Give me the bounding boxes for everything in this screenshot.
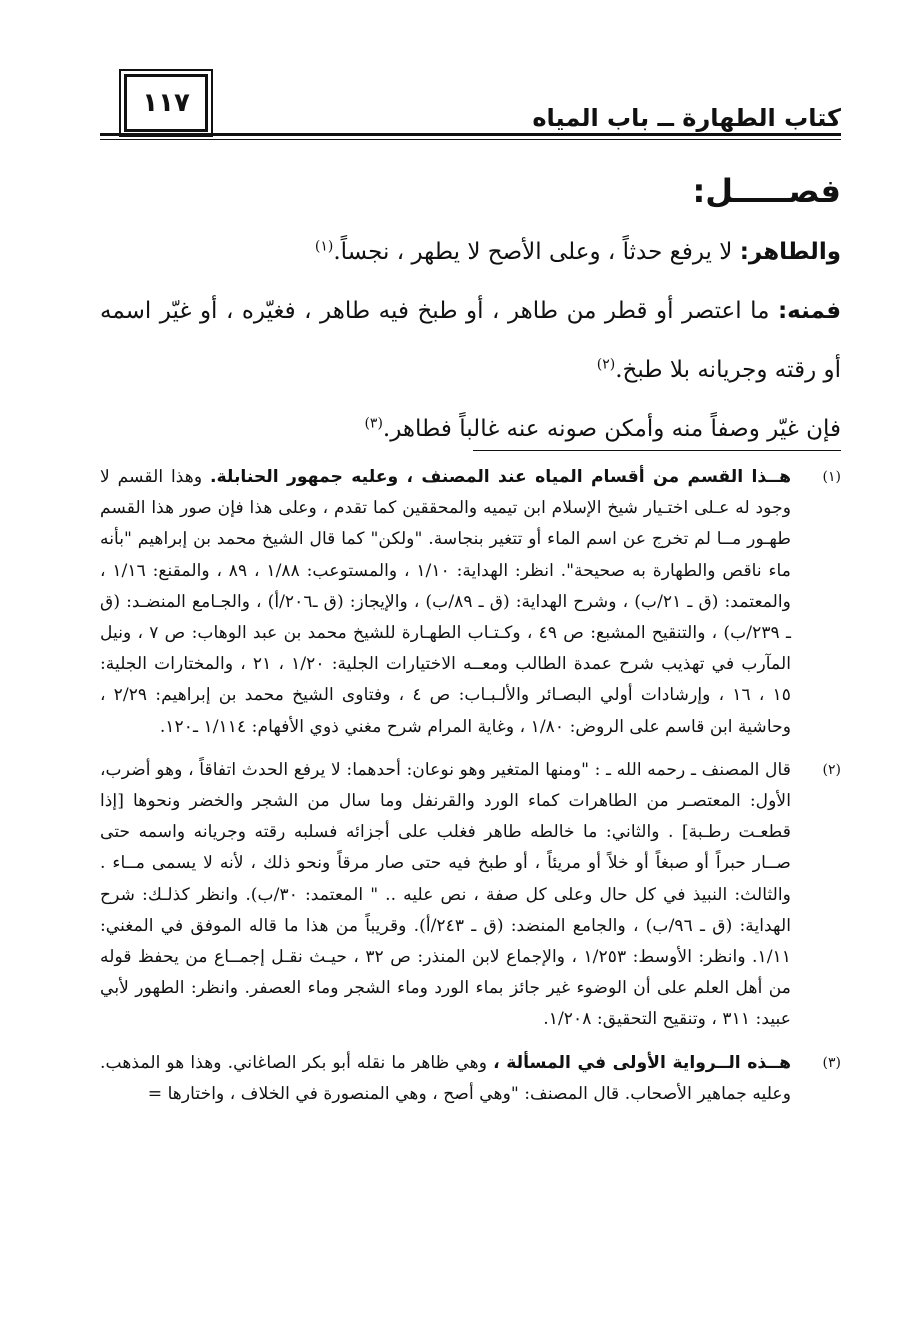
footnotes bbox=[100, 462, 841, 1122]
footnote bbox=[100, 755, 841, 1036]
paragraph-text: فإن غيّر وصفاً منه وأمكن صونه عنه غالباً فطاهر. bbox=[382, 416, 841, 442]
page-number-text: ١١٧ bbox=[142, 88, 190, 118]
footnote-lead: هــذه الــرواية الأولى في المسألة ، bbox=[493, 1052, 791, 1073]
paragraph-term: فمنه: bbox=[777, 298, 841, 324]
footnote-number: (١) bbox=[822, 469, 841, 485]
paragraph bbox=[100, 282, 841, 400]
footnote bbox=[100, 462, 841, 743]
footnote-lead: هــذا القسم من أقسام المياه عند المصنف ، وعليه جمهور الحنابلة. bbox=[209, 467, 791, 487]
paragraph bbox=[100, 223, 841, 282]
footnote-separator bbox=[473, 450, 841, 451]
footnote-ref[interactable]: (٣) bbox=[364, 415, 383, 432]
footnote-number: (٣) bbox=[822, 1054, 841, 1071]
footnote-number: (٢) bbox=[822, 761, 841, 778]
header-rule-thin bbox=[100, 139, 841, 140]
main-text bbox=[100, 165, 841, 459]
paragraph-text: ما اعتصر أو قطر من طاهر ، أو طبخ فيه طاهر ، فغيّره ، أو غيّر اسمه أو رقته وجريانه بلا طبخ. bbox=[100, 298, 841, 383]
footnote-ref[interactable]: (٢) bbox=[596, 356, 616, 373]
header-rule bbox=[100, 133, 841, 136]
section-heading: فصـــــل: bbox=[692, 172, 841, 210]
footnote bbox=[100, 1048, 841, 1110]
running-title: كتاب الطهارة ــ باب المياه bbox=[532, 104, 841, 132]
paragraph-text: لا يرفع حدثاً ، وعلى الأصح لا يطهر ، نجساً. bbox=[333, 239, 740, 265]
footnote-text: قال المصنف ـ رحمه الله ـ : "ومنها المتغير وهو نوعان: أحدهما: لا يرفع الحدث اتفاقاً ، وهو أضرب، الأول: المعتصـر من الطاهرات كماء الورد والقرنفل وما سال من الشجر والخضر ونحوها [إذا قطعـت رطـبة] . والثاني: ما خالطه طاهر فغلب على أجزائه فسلبه رقته وجريانه واسمه حتى صــار حبراً أو صبغاً أو خلاً أو مريئاً ، أو طبخ فيه حتى صار مرقاً ونحو ذلك ، لأنه لا يسمى مــاء . والثالث: النبيذ في كل حال وعلى كل صفة ، نص عليه .. " المعتمد: ٣٠/ب). وانظر كذلـك: شرح الهداية: (ق ـ ٩٦/ب) ، والجامع المنضد: (ق ـ ٢٤٣/أ). وقريباً من هذا ما قاله الموفق في المغني: ١/١١. وانظر: الأوسط: ١/٢٥٣ ، والإجماع لابن المنذر: ص ٣٢ ، حيـث نقـل إجمــاع من يحفظ قوله من أهل العلم على أن الوضوء غير جائز بماء الورد وماء الشجر وماء العصفر. وانظر: الطهور لأبي عبيد: ٣١١ ، وتنقيح التحقيق: ١/٢٠٨. bbox=[100, 759, 791, 1030]
footnote-text: وهي ظاهر ما نقله أبو بكر الصاغاني. وهذا هو المذهب. وعليه جماهير الأصحاب. قال المصنف: "وهي أصح ، وهي المنصورة في الخلاف ، واختارها = bbox=[100, 1052, 791, 1104]
paragraph-term: والطاهر: bbox=[739, 239, 841, 265]
footnote-ref[interactable]: (١) bbox=[314, 238, 334, 255]
footnote-text: وهذا القسم لا وجود له عـلى اختـيار شيخ الإسلام ابن تيميه والمحققين كما تقدم ، وعلى هذا فإن صور هذا القسم طهـور مــا لم تخرج عن اسم الماء أو تتغير بنجاسة. "ولكن" كما قال الشيخ محمد بن إبراهيم "بأنه ماء ناقص والطهارة به صحيحة". انظر: الهداية: ١/١٠ ، والمستوعب: ١/٨٨ ، ٨٩ ، والمقنع: ١/١٦ ، والمعتمد: (ق ـ ٢١/ب) ، وشرح الهداية: (ق ـ ٨٩/ب) ، والإيجاز: (ق ـ٢٠٦/أ) ، والجـامع المنضـد: (ق ـ ٢٣٩/ب) ، والتنقيح المشبع: ص ٤٩ ، وكـتـاب الطهـارة للشيخ محمد بن عبد الوهاب: ص ٧ ، ونيل المآرب في تهذيب شرح عمدة الطالب ومعــه الاختيارات الجلية: ١/٢٠ ، ٢١ ، والمختارات الجلية: ١٥ ، ١٦ ، وإرشادات أولي البصـائر والألـبـاب: ص ٤ ، وفتاوى الشيخ محمد بن إبراهيم: ٢/٢٩ ، وحاشية ابن قاسم على الروض: ١/٨٠ ، وغاية المرام شرح مغني ذوي الأفهام: ١/١١٤ ـ١٢٠. bbox=[100, 467, 792, 737]
page-number bbox=[124, 74, 208, 132]
